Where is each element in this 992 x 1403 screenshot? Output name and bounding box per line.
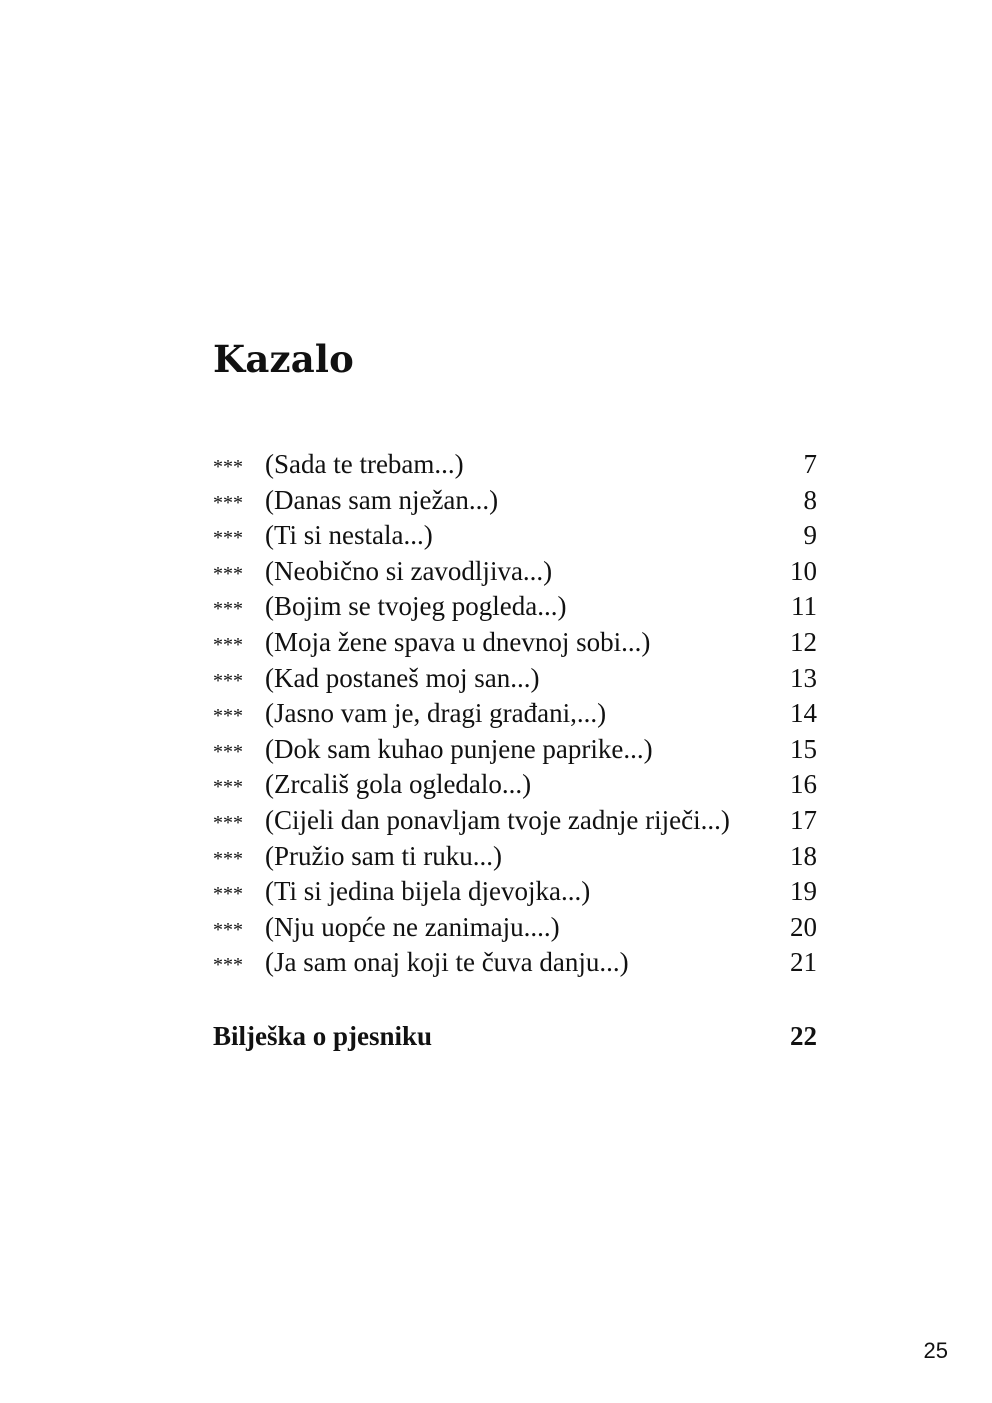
toc-entry-page: 7: [803, 449, 817, 479]
toc-entry: [213, 589, 817, 625]
toc-entry: [213, 874, 817, 910]
toc-entry-title: (Bojim se tvojeg pogleda...): [265, 591, 567, 622]
toc-entry-marker: ***: [213, 847, 243, 870]
author-note-page: 22: [790, 1021, 817, 1051]
toc-entry-title: (Ti si jedina bijela djevojka...): [265, 876, 591, 907]
toc-entry-page: 16: [790, 769, 817, 800]
toc-entry-page: 9: [803, 520, 817, 551]
toc-entry: [213, 945, 817, 981]
table-of-contents: [213, 447, 817, 981]
toc-entry-marker: ***: [213, 527, 243, 550]
toc-entry: [213, 554, 817, 590]
toc-entry-marker: ***: [213, 598, 243, 621]
toc-entry-marker: ***: [213, 669, 243, 692]
toc-entry-page: 13: [790, 662, 817, 693]
toc-entry: [213, 483, 817, 519]
toc-entry-page: 15: [790, 733, 817, 764]
toc-entry-marker: ***: [213, 705, 243, 728]
toc-entry-marker: ***: [213, 456, 243, 478]
toc-entry-page: 20: [790, 911, 817, 942]
toc-entry-title: (Moja žene spava u dnevnoj sobi...): [265, 626, 651, 657]
toc-entry-page: 19: [790, 876, 817, 907]
toc-entry-title: (Pružio sam ti ruku...): [265, 840, 502, 871]
toc-entry-page: 14: [790, 698, 817, 729]
toc-entry-title: (Neobično si zavodljiva...): [265, 555, 553, 586]
toc-entry-title: (Jasno vam je, dragi građani,...): [265, 698, 607, 729]
toc-entry: [213, 803, 817, 839]
toc-entry-title: (Kad postaneš moj san...): [265, 662, 540, 693]
toc-entry-page: 10: [790, 555, 817, 586]
toc-entry-title: (Ti si nestala...): [265, 520, 433, 551]
toc-entry-title: (Cijeli dan ponavljam tvoje zadnje riječi...): [265, 804, 730, 835]
toc-entry-marker: ***: [213, 562, 243, 585]
toc-entry-page: 21: [790, 947, 817, 978]
toc-entry-title: (Ja sam onaj koji te čuva danju...): [265, 947, 629, 978]
page-number: 25: [923, 1338, 948, 1363]
toc-entry-marker: ***: [213, 633, 243, 656]
toc-entry: [213, 447, 817, 483]
toc-entry-marker: ***: [213, 918, 243, 941]
toc-entry-page: 12: [790, 626, 817, 657]
toc-entry: [213, 696, 817, 732]
toc-entry: [213, 518, 817, 554]
toc-entry-title: (Zrcališ gola ogledalo...): [265, 769, 532, 800]
page-title: Kazalo: [213, 337, 355, 381]
toc-entry: [213, 661, 817, 697]
author-note-entry: [213, 1018, 817, 1054]
toc-entry-marker: ***: [213, 740, 243, 763]
toc-entry: [213, 767, 817, 803]
toc-entry: [213, 839, 817, 875]
toc-entry: [213, 625, 817, 661]
toc-entry: [213, 732, 817, 768]
toc-entry-title: (Danas sam nježan...): [265, 484, 499, 515]
toc-entry-marker: ***: [213, 491, 243, 514]
toc-entry-title: (Nju uopće ne zanimaju....): [265, 911, 560, 942]
toc-entry-page: 8: [803, 484, 817, 515]
toc-entry-page: 11: [791, 591, 817, 622]
toc-entry-marker: ***: [213, 811, 243, 834]
author-note-title: Bilješka o pjesniku: [213, 1021, 433, 1051]
toc-entry: [213, 910, 817, 946]
toc-entry-title: (Sada te trebam...): [265, 449, 464, 479]
toc-entry-page: 18: [790, 840, 817, 871]
toc-entry-page: 17: [790, 804, 817, 835]
toc-entry-title: (Dok sam kuhao punjene paprike...): [265, 733, 653, 764]
toc-entry-marker: ***: [213, 954, 243, 977]
toc-entry-marker: ***: [213, 883, 243, 906]
toc-entry-marker: ***: [213, 776, 243, 799]
